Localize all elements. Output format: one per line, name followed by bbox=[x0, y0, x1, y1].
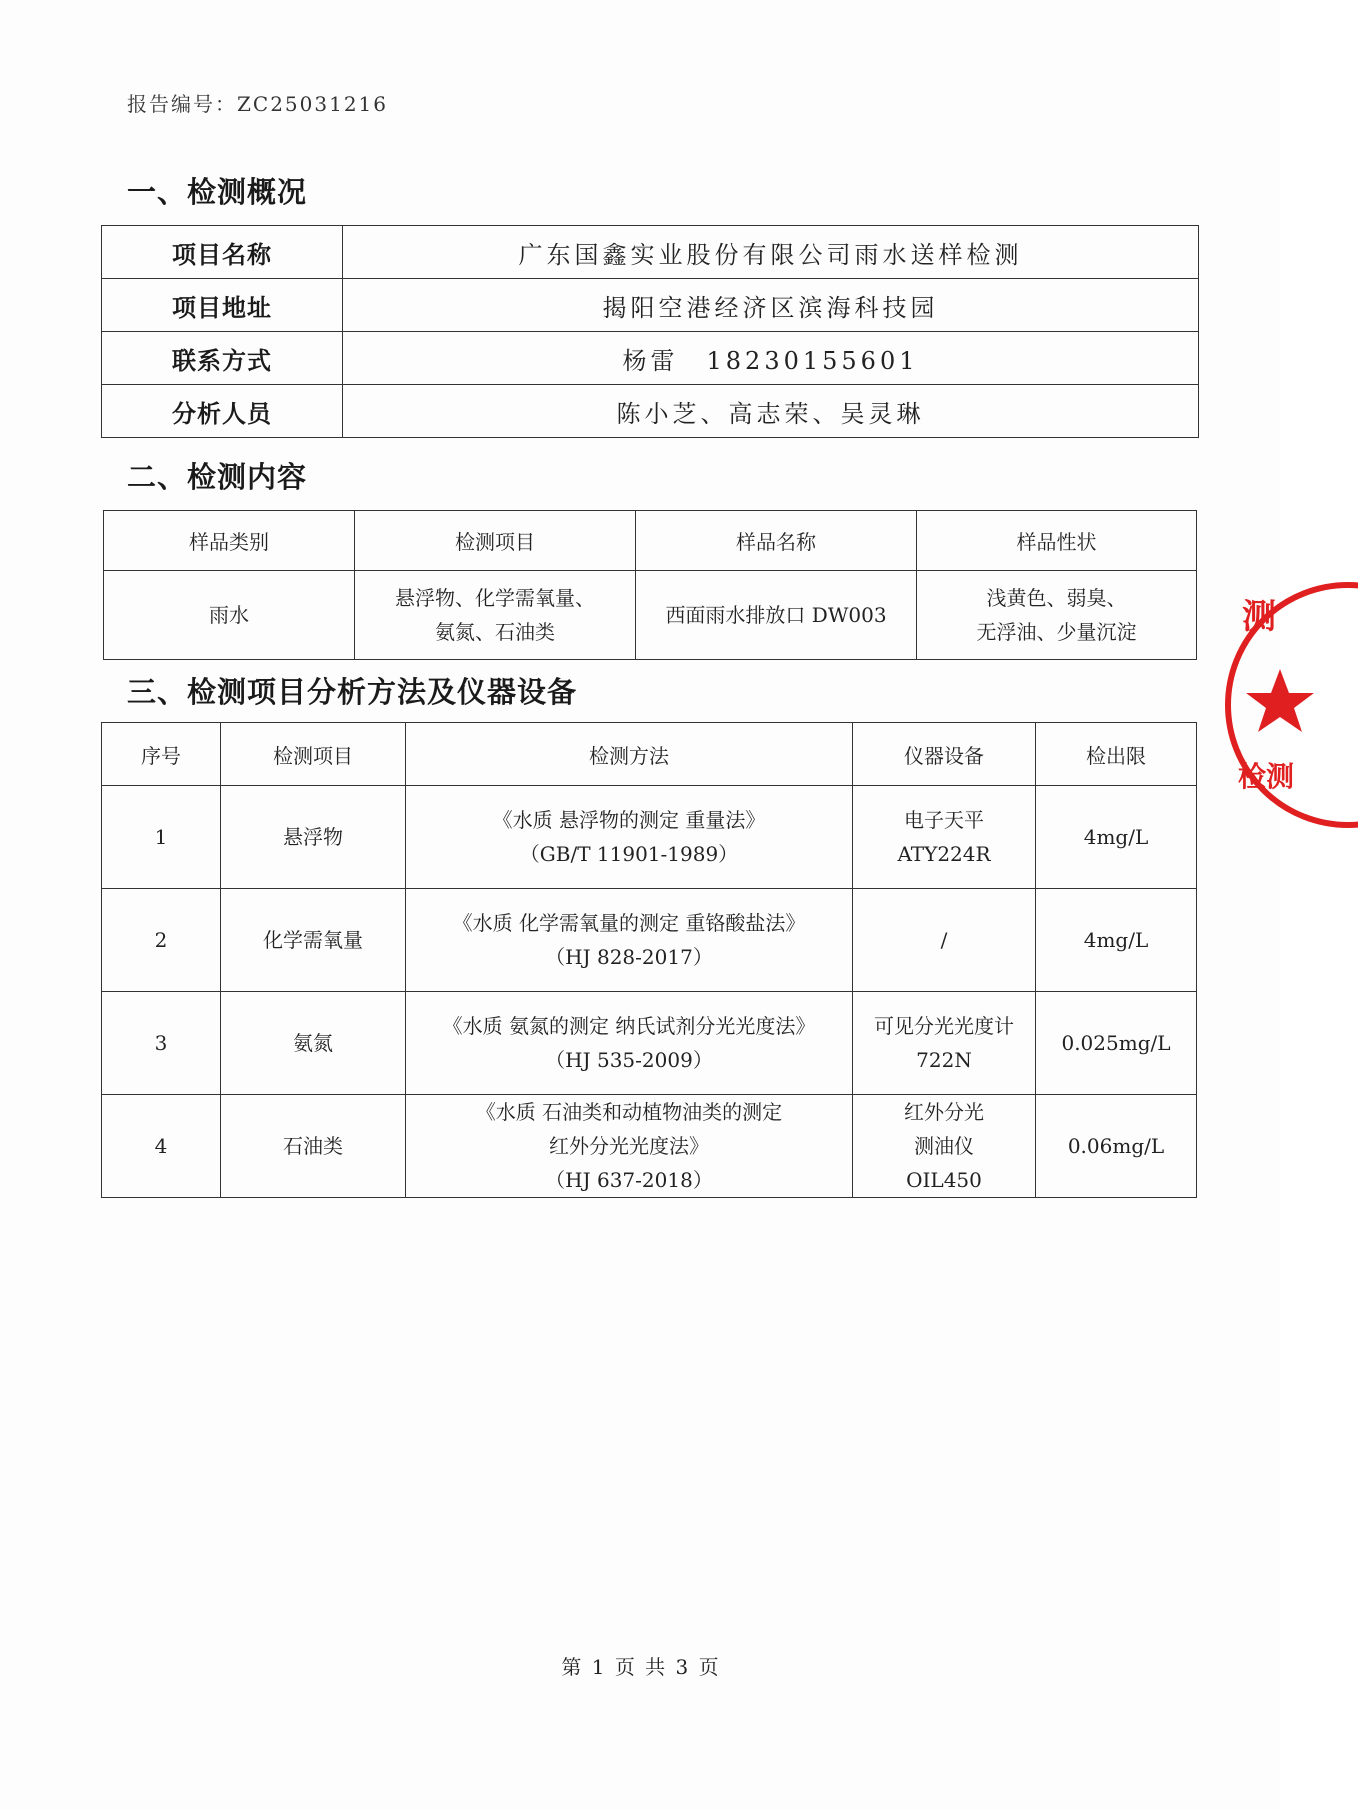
section-3-title: 三、检测项目分析方法及仪器设备 bbox=[127, 675, 578, 709]
instrument-line: OIL450 bbox=[906, 1168, 982, 1192]
header-test-items: 检测项目 bbox=[355, 511, 636, 571]
header-item: 检测项目 bbox=[221, 723, 406, 786]
table-row bbox=[102, 889, 1197, 992]
instrument-line: 红外分光 bbox=[904, 1100, 984, 1124]
sample-category: 雨水 bbox=[104, 571, 355, 660]
row-detection-limit: 4mg/L bbox=[1036, 786, 1197, 889]
row-instrument bbox=[853, 992, 1036, 1095]
row-item: 石油类 bbox=[221, 1095, 406, 1198]
row-method bbox=[406, 992, 853, 1095]
header-detection-limit: 检出限 bbox=[1036, 723, 1197, 786]
row-method bbox=[406, 786, 853, 889]
test-items-line: 悬浮物、化学需氧量、 bbox=[395, 586, 595, 610]
row-item: 氨氮 bbox=[221, 992, 406, 1095]
instrument-line: 722N bbox=[916, 1048, 972, 1072]
method-line: 红外分光光度法》 bbox=[549, 1134, 709, 1158]
section-1-title: 一、检测概况 bbox=[127, 175, 308, 209]
instrument-line: ATY224R bbox=[897, 842, 991, 866]
row-detection-limit: 4mg/L bbox=[1036, 889, 1197, 992]
instrument-line: 可见分光光度计 bbox=[874, 1014, 1014, 1038]
row-detection-limit: 0.025mg/L bbox=[1036, 992, 1197, 1095]
row-item: 悬浮物 bbox=[221, 786, 406, 889]
report-number: 报告编号：ZC25031216 bbox=[127, 92, 388, 116]
project-name-value: 广东国鑫实业股份有限公司雨水送样检测 bbox=[343, 226, 1199, 279]
analysts-label: 分析人员 bbox=[102, 385, 343, 438]
test-content-table bbox=[103, 510, 1197, 660]
table-row bbox=[102, 332, 1199, 385]
test-items bbox=[355, 571, 636, 660]
table-row bbox=[102, 279, 1199, 332]
table-header-row bbox=[104, 511, 1197, 571]
sample-name: 西面雨水排放口 DW003 bbox=[636, 571, 917, 660]
row-instrument bbox=[853, 786, 1036, 889]
row-no: 2 bbox=[102, 889, 221, 992]
row-detection-limit: 0.06mg/L bbox=[1036, 1095, 1197, 1198]
row-item: 化学需氧量 bbox=[221, 889, 406, 992]
table-row bbox=[102, 385, 1199, 438]
row-method bbox=[406, 889, 853, 992]
row-no: 3 bbox=[102, 992, 221, 1095]
instrument-line: 电子天平 bbox=[904, 808, 984, 832]
method-line: （HJ 828-2017） bbox=[545, 945, 713, 969]
header-sample-name: 样品名称 bbox=[636, 511, 917, 571]
sample-properties-line: 无浮油、少量沉淀 bbox=[976, 620, 1137, 644]
overview-table bbox=[101, 225, 1199, 438]
header-no: 序号 bbox=[102, 723, 221, 786]
row-no: 4 bbox=[102, 1095, 221, 1198]
seal-star-icon bbox=[1246, 669, 1314, 732]
table-header-row bbox=[102, 723, 1197, 786]
method-line: 《水质 化学需氧量的测定 重铬酸盐法》 bbox=[452, 911, 806, 935]
sample-properties bbox=[917, 571, 1197, 660]
table-row bbox=[104, 571, 1197, 660]
project-address-value: 揭阳空港经济区滨海科技园 bbox=[343, 279, 1199, 332]
project-address-label: 项目地址 bbox=[102, 279, 343, 332]
methods-table bbox=[101, 722, 1197, 1198]
header-method: 检测方法 bbox=[406, 723, 853, 786]
contact-value: 杨雷 18230155601 bbox=[343, 332, 1199, 385]
table-row bbox=[102, 992, 1197, 1095]
page-number: 第 1 页 共 3 页 bbox=[561, 1655, 719, 1679]
seal-text-top: 测 bbox=[1242, 597, 1276, 637]
table-row bbox=[102, 1095, 1197, 1198]
table-row bbox=[102, 226, 1199, 279]
table-row bbox=[102, 786, 1197, 889]
section-2-title: 二、检测内容 bbox=[127, 460, 308, 494]
analysts-value: 陈小芝、高志荣、吴灵琳 bbox=[343, 385, 1199, 438]
method-line: （HJ 637-2018） bbox=[545, 1168, 713, 1192]
header-sample-category: 样品类别 bbox=[104, 511, 355, 571]
header-sample-properties: 样品性状 bbox=[917, 511, 1197, 571]
method-line: 《水质 石油类和动植物油类的测定 bbox=[475, 1100, 783, 1124]
row-no: 1 bbox=[102, 786, 221, 889]
method-line: 《水质 氨氮的测定 纳氏试剂分光光度法》 bbox=[442, 1014, 816, 1038]
sample-properties-line: 浅黄色、弱臭、 bbox=[986, 586, 1127, 610]
test-items-line: 氨氮、石油类 bbox=[435, 620, 555, 644]
row-method bbox=[406, 1095, 853, 1198]
seal-text-bottom: 检测 bbox=[1238, 760, 1295, 793]
seal-stamp bbox=[1238, 565, 1358, 845]
row-instrument bbox=[853, 1095, 1036, 1198]
instrument-line: / bbox=[940, 928, 948, 952]
contact-label: 联系方式 bbox=[102, 332, 343, 385]
row-instrument bbox=[853, 889, 1036, 992]
project-name-label: 项目名称 bbox=[102, 226, 343, 279]
method-line: （HJ 535-2009） bbox=[545, 1048, 713, 1072]
header-instrument: 仪器设备 bbox=[853, 723, 1036, 786]
instrument-line: 测油仪 bbox=[914, 1134, 974, 1158]
method-line: 《水质 悬浮物的测定 重量法》 bbox=[492, 808, 766, 832]
method-line: （GB/T 11901-1989） bbox=[519, 842, 739, 866]
